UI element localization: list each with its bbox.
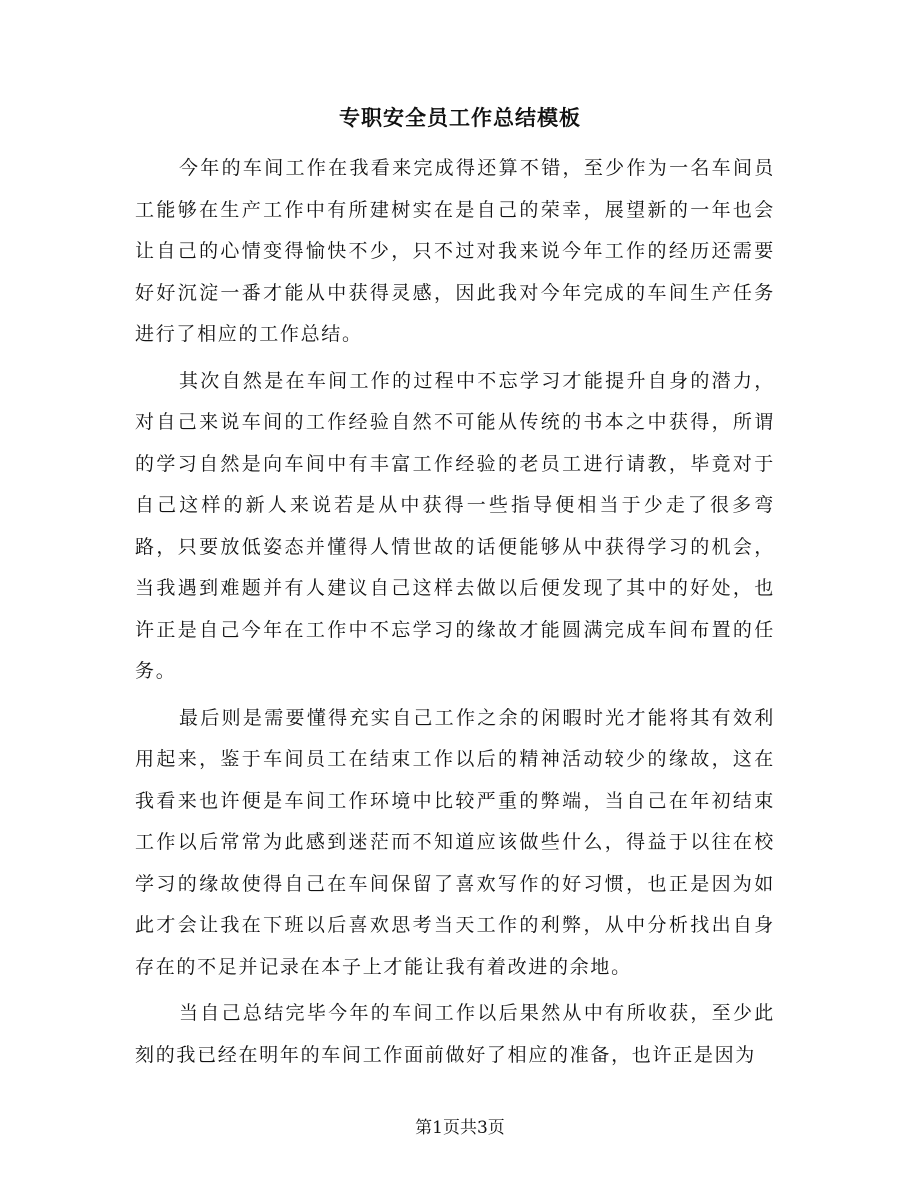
paragraph: 当自己总结完毕今年的车间工作以后果然从中有所收获，至少此刻的我已经在明年的车间工作面前做好了相应的准备，也许正是因为 — [135, 1002, 775, 1066]
paragraph: 今年的车间工作在我看来完成得还算不错，至少作为一名车间员工能够在生产工作中有所建树实在是自己的荣幸，展望新的一年也会让自己的心情变得愉快不少，只不过对我来说今年工作的经历还需要好好沉淀一番才能从中获得灵感，因此我对今年完成的车间生产任务进行了相应的工作总结。 — [135, 157, 775, 345]
page-number: 第1页共3页 — [415, 1118, 505, 1138]
paragraph: 其次自然是在车间工作的过程中不忘学习才能提升自身的潜力，对自己来说车间的工作经验自然不可能从传统的书本之中获得，所谓的学习自然是向车间中有丰富工作经验的老员工进行请教，毕竟对于自己这样的新人来说若是从中获得一些指导便相当于少走了很多弯路，只要放低姿态并懂得人情世故的话便能够从中获得学习的机会，当我遇到难题并有人建议自己这样去做以后便发现了其中的好处，也许正是自己今年在工作中不忘学习的缘故才能圆满完成车间布置的任务。 — [135, 369, 775, 682]
document-body — [135, 148, 775, 1081]
document-title: 专职安全员工作总结模板 — [339, 106, 581, 130]
paragraph: 最后则是需要懂得充实自己工作之余的闲暇时光才能将其有效利用起来，鉴于车间员工在结束工作以后的精神活动较少的缘故，这在我看来也许便是车间工作环境中比较严重的弊端，当自己在年初结束工作以后常常为此感到迷茫而不知道应该做些什么，得益于以往在校学习的缘故使得自己在车间保留了喜欢写作的好习惯，也正是因为如此才会让我在下班以后喜欢思考当天工作的利弊，从中分析找出自身存在的不足并记录在本子上才能让我有着改进的余地。 — [135, 706, 775, 978]
